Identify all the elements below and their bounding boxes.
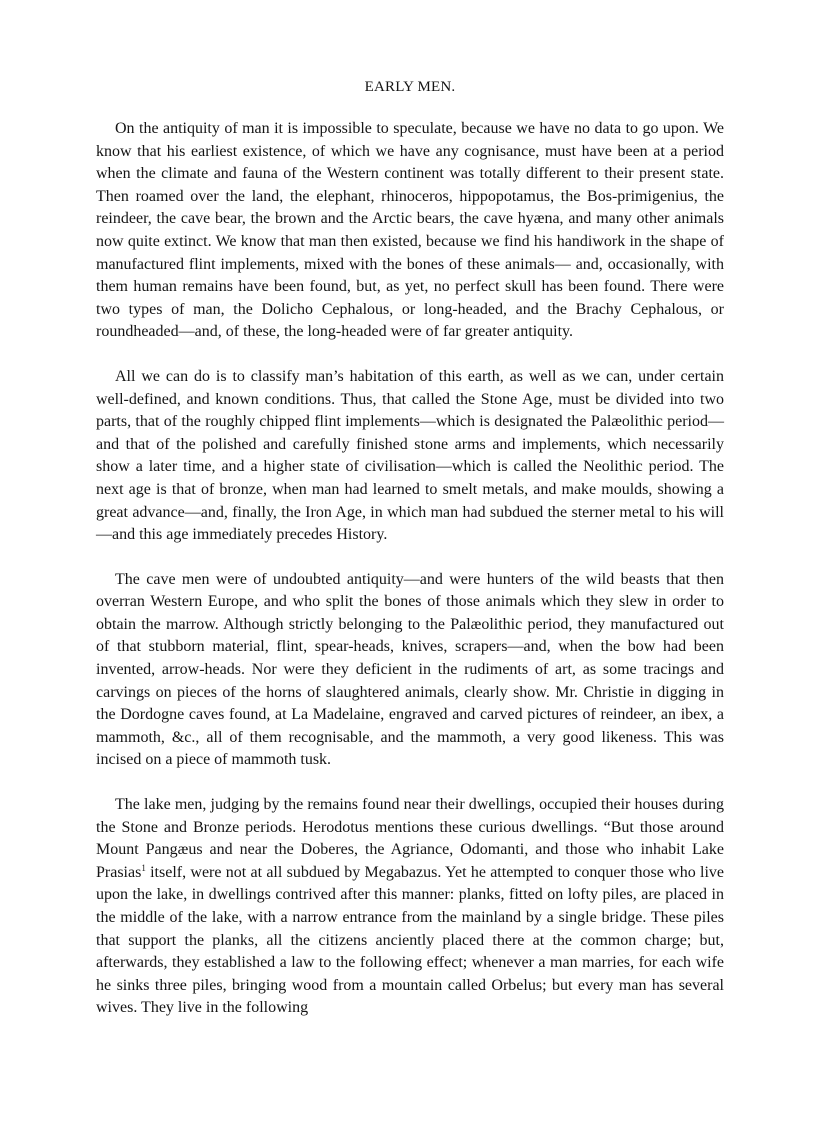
lake-men-text-start: The lake men, judging by the remains found near their dwellings, occupied their houses during the Stone and Bronze periods. Herodotus mentions these curious dwellings. “But those around Mount Pangæus and near the Doberes, the Agriance, Odomanti, and those who inhabit Lake Prasias: [96, 796, 724, 881]
chapter-title: EARLY MEN.: [364, 79, 456, 95]
document-page: [96, 76, 724, 1020]
paragraph-lake-men: [96, 794, 724, 1020]
lake-men-text-end: itself, were not at all subdued by Megabazus. Yet he attempted to conquer those who live upon the lake, in dwellings contrived after this manner: planks, fitted on lofty piles, are placed in the middle of the lake, with a narrow entrance from the mainland by a single bridge. These piles that support the planks, all the citizens anciently placed there at the common charge; but, afterwards, they established a law to the following effect; whenever a man marries, for each wife he sinks three piles, bringing wood from a mountain called Orbelus; but every man has several wives. They live in the following: [96, 863, 724, 1017]
paragraph-antiquity: On the antiquity of man it is impossible to speculate, because we have no data to go upon. We know that his earliest existence, of which we have any cognisance, must have been at a period when the climate and fauna of the Western continent was totally different to their present state. Then roamed over the land, the elephant, rhinoceros, hippopotamus, the Bos-primigenius, the reindeer, the cave bear, the brown and the Arctic bears, the cave hyæna, and many other animals now quite extinct. We know that man then existed, because we find his handiwork in the shape of manufactured flint implements, mixed with the bones of these animals— and, occasionally, with them human remains have been found, but, as yet, no perfect skull has been found. There were two types of man, the Dolicho Cephalous, or long-headed, and the Brachy Cephalous, or roundheaded—and, of these, the long-headed were of far greater antiquity.: [96, 120, 724, 341]
footnote-marker: 1: [141, 862, 146, 873]
paragraph-cave-men: The cave men were of undoubted antiquity—and were hunters of the wild beasts that then overran Western Europe, and who split the bones of those animals which they slew in order to obtain the marrow. Although strictly belonging to the Palæolithic period, they manufactured out of that stubborn material, flint, spear-heads, knives, scrapers—and, when the bow had been invented, arrow-heads. Nor were they deficient in the rudiments of art, as some tracings and carvings on pieces of the horns of slaughtered animals, clearly show. Mr. Christie in digging in the Dordogne caves found, at La Madelaine, engraved and carved pictures of reindeer, an ibex, a mammoth, &c., all of them recognisable, and the mammoth, a very good likeness. This was incised on a piece of mammoth tusk.: [96, 570, 724, 769]
paragraph-ages: All we can do is to classify man’s habitation of this earth, as well as we can, under certain well-defined, and known conditions. Thus, that called the Stone Age, must be divided into two parts, that of the roughly chipped flint implements—which is designated the Palæolithic period—and that of the polished and carefully finished stone arms and implements, which necessarily show a later time, and a higher state of civilisation—which is called the Neolithic period. The next age is that of bronze, when man had learned to smelt metals, and make moulds, showing a great advance—and, finally, the Iron Age, in which man had subdued the sterner metal to his will—and this age immediately precedes History.: [96, 367, 724, 544]
